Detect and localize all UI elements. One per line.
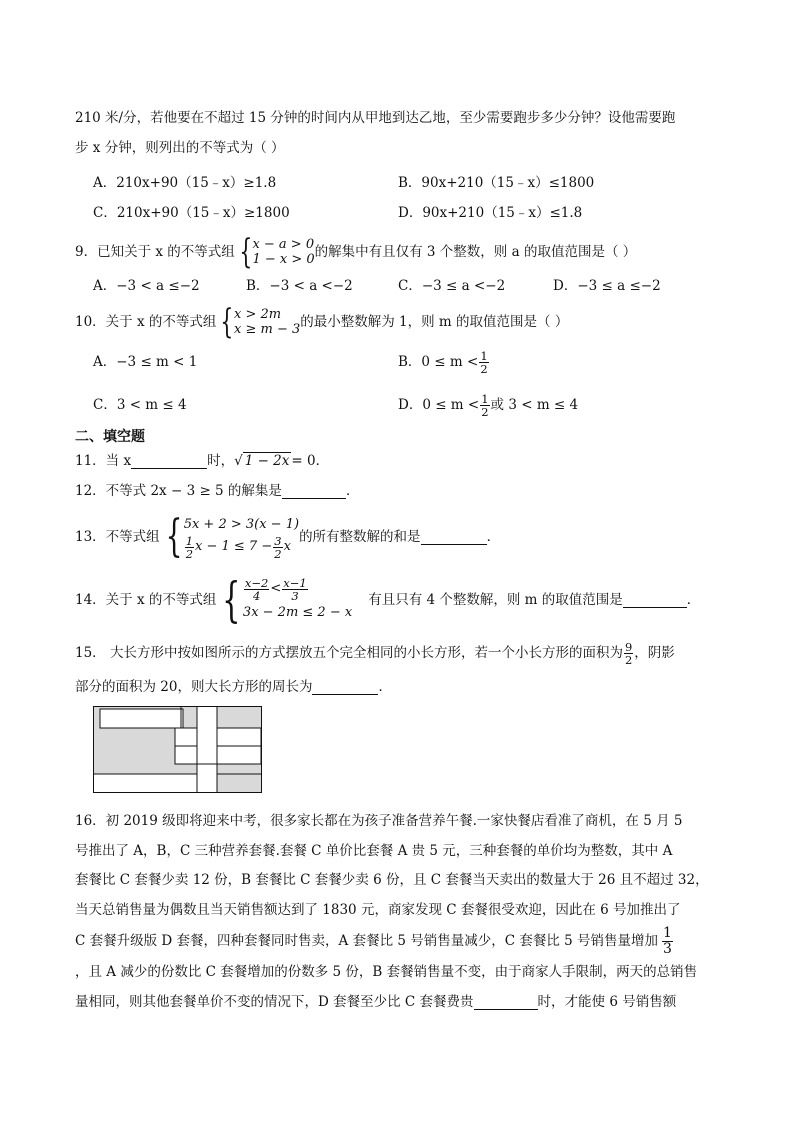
q14-end: ． [686, 592, 701, 608]
q10-system: { x > 2m x ≥ m − 3 [220, 302, 301, 342]
q16-line1: 16．初 2019 级即将迎来中考，很多家长都在为孩子准备营养午餐.一家快餐店看准了商机，在 5 月 5 [75, 813, 683, 829]
q12-pre: 12．不等式 2x − 3 ≥ 5 的解集是 [75, 483, 282, 499]
q9-option-a: A．−3 < a ≤−2 [93, 278, 200, 294]
q8-option-b: B．90x+210（15﹣x）≤1800 [398, 175, 595, 191]
q12-post: ． [345, 483, 360, 499]
q15-post: ，阴影 [634, 645, 675, 661]
q9-pre: 9．已知关于 x 的不等式组 [75, 244, 235, 260]
q16-line2: 号推出了 A，B，C 三种营养套餐.套餐 C 单价比套餐 A 贵 5 元，三种套餐的单价均为整数，其中 A [75, 843, 673, 859]
q16-line7-post: 时，才能使 6 号销售额 [537, 994, 677, 1010]
q10-option-d [398, 389, 578, 421]
q10-post: 的最小整数解为 1，则 m 的取值范围是（ ） [300, 314, 569, 330]
q10-row1: x > 2m [234, 307, 282, 322]
q16-line6: ，且 A 减少的份数比 C 套餐增加的份数多 5 份，B 套餐销售量不变，由于商家人手限制，两天的总销售 [75, 964, 698, 980]
q9-option-d: D．−3 ≤ a ≤−2 [553, 278, 661, 294]
q16-line5-text: C 套餐升级版 D 套餐，四种套餐同时售卖，A 套餐比 5 号销售量减少，C 套餐比 5 号销售量增加 [75, 933, 659, 949]
q9-option-c: C．−3 ≤ a <−2 [398, 278, 506, 294]
q10-option-a: A．−3 ≤ m < 1 [93, 354, 198, 370]
small-rect-3 [175, 746, 261, 764]
q9-post: 的解集中有且仅有 3 个整数，则 a 的取值范围是（ ） [314, 244, 637, 260]
q15-line1 [75, 638, 675, 668]
q16-line7 [75, 993, 676, 1011]
q15-text: 15． 大长方形中按如图所示的方式摆放五个完全相同的小长方形，若一个小长方形的面积为 [75, 645, 623, 661]
q11-pre: 11．当 x [75, 453, 132, 469]
q10-option-d-text: D．0 ≤ m < [398, 397, 480, 413]
q13-post: 的所有整数解的和是 [299, 529, 421, 545]
q15-end: ． [378, 679, 392, 695]
q12 [75, 482, 359, 500]
q11-mid: 时， [207, 453, 235, 469]
small-rect-4 [94, 774, 198, 793]
q8-option-d: D．90x+210（15﹣x）≤1.8 [398, 205, 583, 221]
q10-option-c: C．3 < m ≤ 4 [93, 397, 187, 413]
q9-option-b: B．−3 < a <−2 [246, 278, 353, 294]
small-rect-1 [100, 709, 183, 728]
q9-stem [75, 234, 636, 270]
small-rect-5 [197, 707, 217, 793]
q14-blank[interactable] [623, 593, 687, 608]
q13-end: ． [486, 529, 501, 545]
q11-blank[interactable] [131, 454, 207, 469]
q12-blank[interactable] [282, 484, 346, 499]
q16-blank[interactable] [474, 995, 538, 1010]
q14-row2: 3x − 2m ≤ 2 − x [242, 604, 353, 620]
q9-system: { x − a > 0 1 − x > 0 [239, 232, 315, 272]
q11-radicand: 1 − 2x [244, 453, 290, 469]
q16-line7-text: 量相同，则其他套餐单价不变的情况下，D 套餐至少比 C 套餐费贵 [75, 994, 474, 1010]
q10-option-b-fraction: $\frac{1}{2}$ [480, 348, 488, 376]
q13-system: { 5x + 2 > 3(x − 1) $\frac{1}{2}$ x − 1 ≤ 7 − $\frac{3}{2}$ x [165, 511, 300, 562]
q10-option-b-text: B．0 ≤ m < [398, 354, 479, 370]
q9-row1: x − a > 0 [252, 237, 315, 252]
q14-pre: 14．关于 x 的不等式组 [75, 592, 217, 608]
q15-rectangle-figure [93, 706, 263, 794]
q13-row1: 5x + 2 > 3(x − 1) [183, 516, 300, 532]
q14-system: { $\frac{x-2}{4}$ < $\frac{x-1}{3}$ 3x − 2m ≤ 2 − x [222, 572, 353, 628]
q16-line4: 当天总销售量为偶数且当天销售额达到了 1830 元，商家发现 C 套餐很受欢迎，因此在 6 号加推出了 [75, 902, 681, 918]
q15-line2-text: 部分的面积为 20，则大长方形的周长为 [75, 679, 313, 695]
q8-line2: 步 x 分钟，则列出的不等式为（ ） [75, 140, 285, 156]
q11 [75, 452, 329, 470]
q10-row2: x ≥ m − 3 [234, 322, 301, 337]
q11-sqrt: √ 1 − 2x [234, 453, 290, 469]
small-rect-2 [175, 728, 261, 746]
q10-option-d-post: 或 3 < m ≤ 4 [490, 397, 579, 413]
q10-pre: 10．关于 x 的不等式组 [75, 314, 217, 330]
q15-blank[interactable] [312, 680, 378, 695]
q15-line2 [75, 678, 392, 696]
q16-line5 [75, 924, 674, 958]
q8-line1: 210 米/分，若他要在不超过 15 分钟的时间内从甲地到达乙地，至少需要跑步多少分钟？设他需要跑 [75, 110, 676, 126]
q8-option-c: C．210x+90（15﹣x）≥1800 [93, 205, 290, 221]
q14-row1: $\frac{x-2}{4}$ < $\frac{x-1}{3}$ [244, 575, 307, 603]
q15-fraction: $\frac{9}{2}$ [624, 639, 633, 667]
q14-post: 有且只有 4 个整数解，则 m 的取值范围是 [368, 592, 623, 608]
q13-blank[interactable] [421, 530, 487, 545]
q13 [75, 511, 501, 562]
q10-stem [75, 304, 568, 340]
q11-post: = 0． [291, 453, 330, 469]
q16-fraction: $\frac{1}{3}$ [663, 924, 672, 957]
q13-row2: $\frac{1}{2}$ x − 1 ≤ 7 − $\frac{3}{2}$ x [185, 533, 291, 561]
section-title: 二、填空题 [75, 429, 145, 445]
q16-line3: 套餐比 C 套餐少卖 12 份，B 套餐比 C 套餐少卖 6 份，且 C 套餐当天卖出的数量大于 26 且不超过 32， [75, 872, 709, 888]
q9-row2: 1 − x > 0 [252, 252, 315, 267]
q8-option-a: A．210x+90（15﹣x）≥1.8 [93, 175, 277, 191]
q10-option-b [398, 346, 490, 378]
q10-option-d-fraction: $\frac{1}{2}$ [481, 391, 489, 419]
q14 [75, 572, 701, 628]
q13-pre: 13．不等式组 [75, 529, 160, 545]
